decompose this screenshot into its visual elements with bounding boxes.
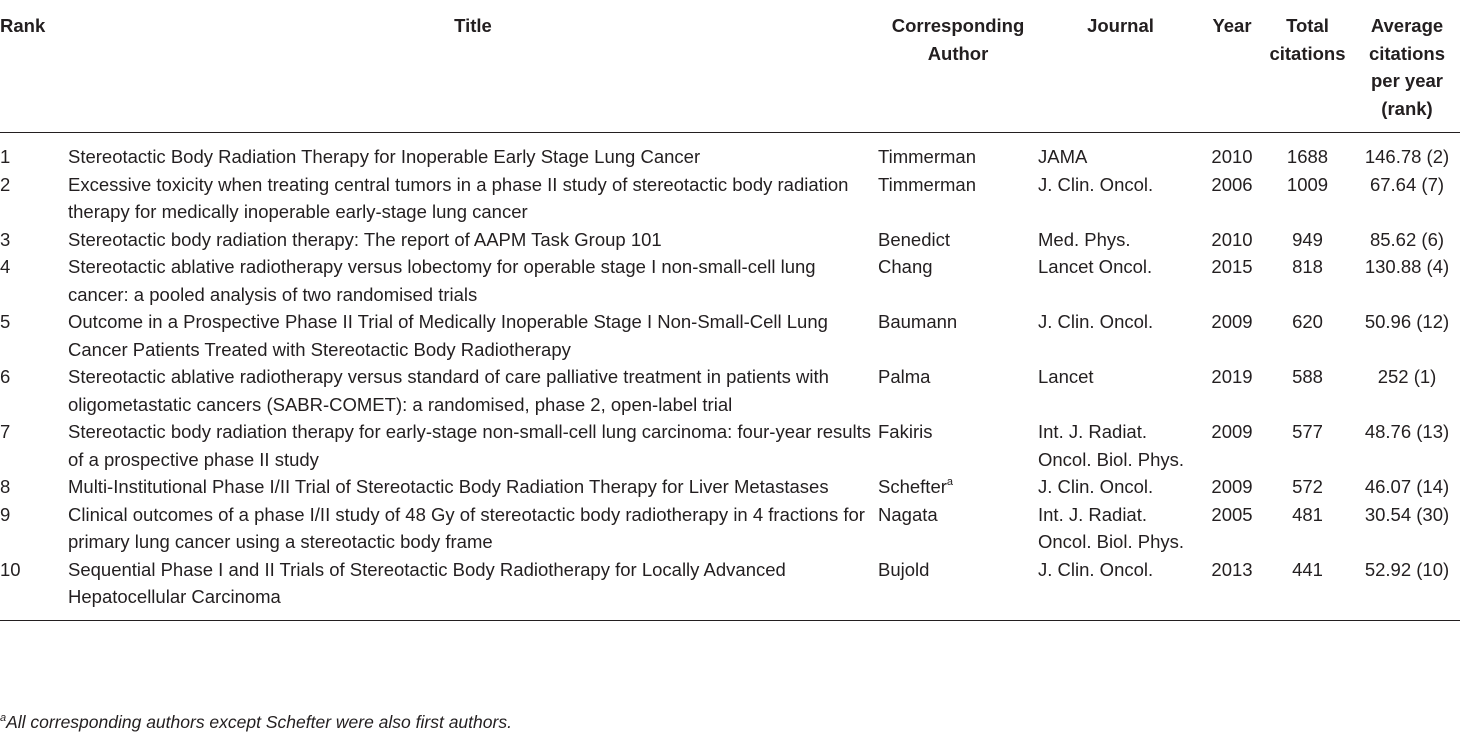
- cell-author: [878, 501, 1038, 556]
- cell-total-citations: [1261, 418, 1354, 473]
- cell-rank: [0, 171, 68, 226]
- cell-average-citations: [1354, 171, 1460, 226]
- cell-author: [878, 363, 1038, 418]
- cell-year: [1203, 501, 1261, 556]
- header-year: Year: [1203, 5, 1261, 133]
- cell-average-citations: [1354, 501, 1460, 556]
- header-rank: Rank: [0, 5, 68, 133]
- cell-rank-text: 8: [0, 476, 11, 497]
- citation-table: [0, 5, 1460, 621]
- cell-journal: [1038, 363, 1203, 418]
- cell-average-citations: [1354, 556, 1460, 621]
- cell-rank-text: 9: [0, 503, 11, 525]
- cell-author-text: Timmerman: [878, 146, 976, 167]
- cell-journal: [1038, 501, 1203, 556]
- header-average-citations: Average citations per year (rank): [1354, 5, 1460, 133]
- cell-total-citations-text: 1688: [1286, 146, 1329, 167]
- cell-title-text: Excessive toxicity when treating central tumors in a phase II study of stereotactic body radiation therapy for medically inoperable early-stage lung cancer: [68, 173, 849, 222]
- cell-journal-text: J. Clin. Oncol.: [1038, 173, 1154, 195]
- cell-title: [68, 473, 878, 501]
- cell-total-citations-text: 481: [1292, 503, 1323, 525]
- cell-journal: [1038, 418, 1203, 473]
- cell-title: [68, 501, 878, 556]
- cell-total-citations-text: 441: [1292, 558, 1323, 580]
- cell-year-text: 2009: [1211, 311, 1253, 332]
- cell-title-text: Multi-Institutional Phase I/II Trial of Stereotactic Body Radiation Therapy for Liver Metastases: [68, 476, 829, 497]
- cell-author-text: Baumann: [878, 311, 958, 332]
- cell-year-text: 2005: [1211, 503, 1253, 525]
- cell-title: [68, 226, 878, 254]
- cell-average-citations-text: 67.64 (7): [1369, 173, 1445, 195]
- cell-title: [68, 418, 878, 473]
- cell-journal-text: Lancet Oncol.: [1038, 256, 1153, 277]
- table-row: [0, 473, 1460, 501]
- cell-rank: [0, 253, 68, 308]
- cell-author: [878, 308, 1038, 363]
- cell-year: [1203, 308, 1261, 363]
- cell-average-citations-text: 46.07 (14): [1364, 476, 1450, 497]
- cell-title: [68, 253, 878, 308]
- cell-total-citations: [1261, 253, 1354, 308]
- cell-author-text: Fakiris: [878, 421, 933, 442]
- cell-average-citations: [1354, 473, 1460, 501]
- cell-total-citations: [1261, 226, 1354, 254]
- table-row: [0, 133, 1460, 171]
- cell-author: [878, 226, 1038, 254]
- cell-year-text: 2019: [1211, 366, 1253, 387]
- cell-year-text: 2009: [1211, 421, 1253, 442]
- cell-author: [878, 171, 1038, 226]
- header-title: Title: [68, 5, 878, 133]
- table-row: [0, 253, 1460, 308]
- cell-rank-text: 1: [0, 146, 11, 167]
- cell-title: [68, 556, 878, 621]
- cell-year: [1203, 363, 1261, 418]
- cell-total-citations-text: 949: [1292, 228, 1323, 250]
- cell-journal-text: JAMA: [1038, 146, 1088, 167]
- cell-total-citations: [1261, 308, 1354, 363]
- cell-total-citations-text: 572: [1292, 476, 1323, 497]
- cell-year-text: 2006: [1211, 173, 1253, 195]
- cell-year: [1203, 418, 1261, 473]
- cell-year: [1203, 226, 1261, 254]
- cell-author-text: Schefter: [878, 476, 947, 497]
- cell-title: [68, 308, 878, 363]
- cell-average-citations-text: 130.88 (4): [1364, 256, 1450, 277]
- cell-total-citations: [1261, 501, 1354, 556]
- cell-year: [1203, 171, 1261, 226]
- cell-author-text: Palma: [878, 366, 931, 387]
- cell-total-citations: [1261, 473, 1354, 501]
- cell-average-citations-text: 30.54 (30): [1364, 503, 1450, 525]
- cell-average-citations-text: 85.62 (6): [1369, 228, 1445, 250]
- footnote-marker: a: [946, 476, 954, 488]
- cell-journal: [1038, 556, 1203, 621]
- footnote-text: All corresponding authors except Schefter were also first authors.: [6, 712, 512, 732]
- cell-rank: [0, 133, 68, 171]
- cell-average-citations: [1354, 308, 1460, 363]
- header-author: Corresponding Author: [878, 5, 1038, 133]
- cell-rank-text: 4: [0, 256, 11, 277]
- cell-author-text: Timmerman: [878, 173, 976, 195]
- cell-title-text: Stereotactic ablative radiotherapy versus lobectomy for operable stage I non-small-cell lung cancer: a pooled analysis of two randomised trials: [68, 256, 816, 305]
- cell-total-citations-text: 620: [1292, 311, 1323, 332]
- cell-rank: [0, 501, 68, 556]
- cell-author: [878, 418, 1038, 473]
- cell-rank-text: 5: [0, 311, 11, 332]
- cell-rank-text: 3: [0, 228, 11, 250]
- cell-journal-text: Lancet: [1038, 366, 1094, 387]
- cell-journal-text: Int. J. Radiat. Oncol. Biol. Phys.: [1038, 421, 1185, 470]
- cell-average-citations: [1354, 418, 1460, 473]
- cell-author-text: Benedict: [878, 228, 950, 250]
- cell-title: [68, 171, 878, 226]
- table-row: [0, 171, 1460, 226]
- cell-title: [68, 133, 878, 171]
- table-row: [0, 418, 1460, 473]
- cell-total-citations: [1261, 133, 1354, 171]
- table-row: [0, 308, 1460, 363]
- cell-year: [1203, 556, 1261, 621]
- table-row: [0, 226, 1460, 254]
- cell-rank: [0, 363, 68, 418]
- cell-author: [878, 253, 1038, 308]
- cell-rank: [0, 473, 68, 501]
- cell-average-citations: [1354, 253, 1460, 308]
- cell-author-text: Bujold: [878, 558, 930, 580]
- cell-journal-text: J. Clin. Oncol.: [1038, 311, 1154, 332]
- cell-year-text: 2009: [1211, 476, 1253, 497]
- cell-rank-text: 2: [0, 173, 11, 195]
- cell-author: [878, 556, 1038, 621]
- cell-average-citations-text: 48.76 (13): [1364, 421, 1450, 442]
- cell-average-citations-text: 50.96 (12): [1364, 311, 1450, 332]
- cell-total-citations-text: 577: [1292, 421, 1323, 442]
- table-footnote: [0, 710, 512, 734]
- cell-total-citations: [1261, 556, 1354, 621]
- cell-year: [1203, 473, 1261, 501]
- cell-average-citations-text: 52.92 (10): [1364, 558, 1450, 580]
- cell-journal-text: J. Clin. Oncol.: [1038, 558, 1154, 580]
- cell-year: [1203, 133, 1261, 171]
- cell-rank: [0, 308, 68, 363]
- cell-title-text: Stereotactic Body Radiation Therapy for Inoperable Early Stage Lung Cancer: [68, 146, 701, 167]
- cell-average-citations: [1354, 133, 1460, 171]
- cell-average-citations: [1354, 363, 1460, 418]
- cell-rank: [0, 556, 68, 621]
- cell-rank: [0, 418, 68, 473]
- cell-total-citations: [1261, 363, 1354, 418]
- cell-journal-text: Int. J. Radiat. Oncol. Biol. Phys.: [1038, 503, 1185, 552]
- cell-total-citations-text: 818: [1292, 256, 1323, 277]
- cell-year-text: 2010: [1211, 228, 1253, 250]
- cell-total-citations-text: 588: [1292, 366, 1323, 387]
- cell-title-text: Clinical outcomes of a phase I/II study of 48 Gy of stereotactic body radiotherapy in 4 fractions for primary lung cancer using a stereotactic body frame: [68, 503, 865, 552]
- cell-journal-text: Med. Phys.: [1038, 228, 1131, 250]
- cell-author: [878, 133, 1038, 171]
- cell-journal: [1038, 133, 1203, 171]
- cell-author: [878, 473, 1038, 501]
- cell-rank-text: 6: [0, 366, 11, 387]
- cell-journal: [1038, 253, 1203, 308]
- cell-title-text: Stereotactic body radiation therapy for early-stage non-small-cell lung carcinoma: four-year results of a prospective phase II study: [68, 421, 872, 470]
- cell-year-text: 2015: [1211, 256, 1253, 277]
- cell-title: [68, 363, 878, 418]
- cell-journal: [1038, 473, 1203, 501]
- cell-total-citations: [1261, 171, 1354, 226]
- cell-title-text: Sequential Phase I and II Trials of Stereotactic Body Radiotherapy for Locally Advanced Hepatocellular Carcinoma: [68, 558, 786, 607]
- cell-average-citations: [1354, 226, 1460, 254]
- table-header: [0, 5, 1460, 133]
- table-row: [0, 363, 1460, 418]
- cell-rank: [0, 226, 68, 254]
- cell-rank-text: 7: [0, 421, 11, 442]
- cell-total-citations-text: 1009: [1286, 173, 1329, 195]
- cell-title-text: Stereotactic ablative radiotherapy versus standard of care palliative treatment in patients with oligometastatic cancers (SABR-COMET): a randomised, phase 2, open-label trial: [68, 366, 829, 415]
- cell-title-text: Outcome in a Prospective Phase II Trial of Medically Inoperable Stage I Non-Small-Cell Lung Cancer Patients Treated with Stereotactic Body Radiotherapy: [68, 311, 828, 360]
- cell-year-text: 2010: [1211, 146, 1253, 167]
- table-row: [0, 501, 1460, 556]
- table-row: [0, 556, 1460, 621]
- cell-average-citations-text: 252 (1): [1377, 366, 1437, 387]
- cell-author-text: Chang: [878, 256, 933, 277]
- cell-average-citations-text: 146.78 (2): [1364, 146, 1450, 167]
- footnote-marker: a: [0, 712, 7, 724]
- cell-year-text: 2013: [1211, 558, 1253, 580]
- cell-journal: [1038, 226, 1203, 254]
- cell-journal-text: J. Clin. Oncol.: [1038, 476, 1154, 497]
- cell-author-text: Nagata: [878, 503, 938, 525]
- header-total-citations: Total citations: [1261, 5, 1354, 133]
- table-body: [0, 133, 1460, 621]
- header-row: [0, 5, 1460, 133]
- cell-title-text: Stereotactic body radiation therapy: The report of AAPM Task Group 101: [68, 228, 662, 250]
- header-journal: Journal: [1038, 5, 1203, 133]
- cell-journal: [1038, 171, 1203, 226]
- cell-journal: [1038, 308, 1203, 363]
- cell-rank-text: 10: [0, 558, 21, 580]
- cell-year: [1203, 253, 1261, 308]
